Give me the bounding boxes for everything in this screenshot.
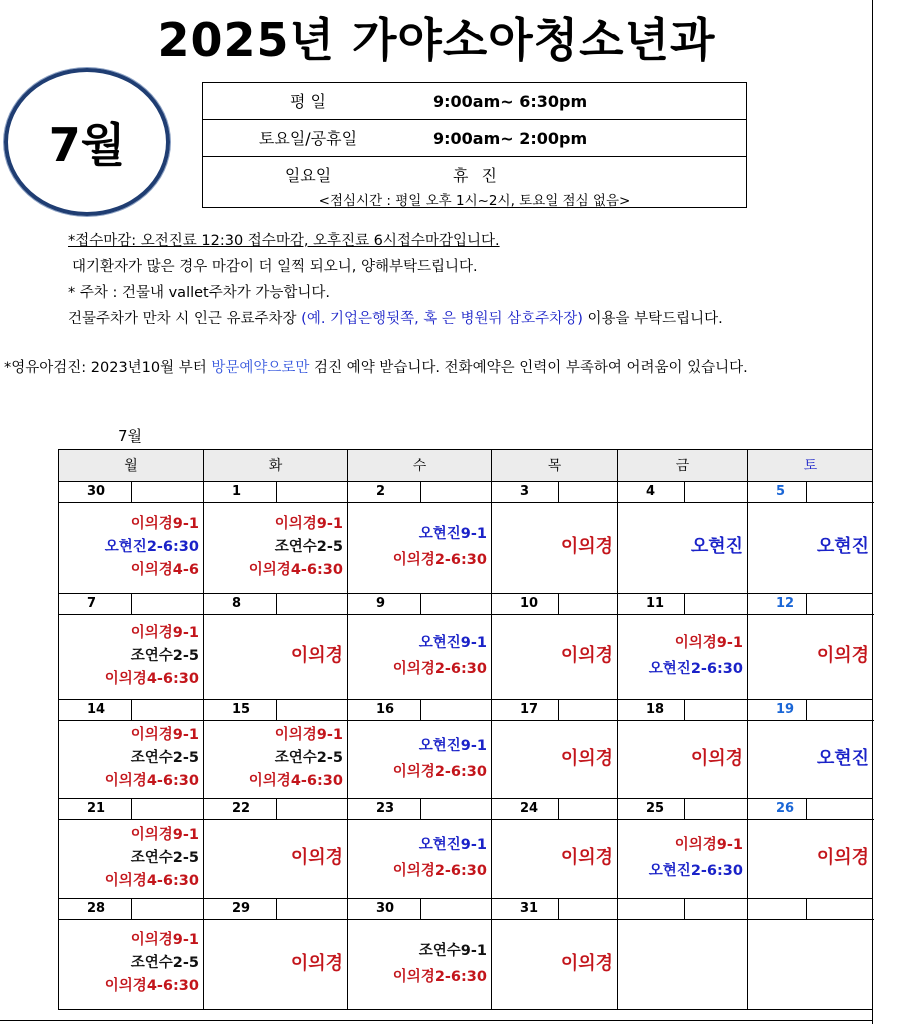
day-note-box (276, 700, 348, 721)
calendar-day-cell (617, 799, 747, 899)
doctor-shift: 이의경2-6:30 (392, 863, 487, 879)
day-note-box (131, 700, 204, 721)
hours-row-sunday (203, 157, 746, 207)
calendar-day-cell (617, 899, 747, 1010)
day-number: 12 (748, 594, 806, 615)
month-badge (4, 68, 170, 216)
doctor-schedule (105, 622, 203, 691)
doctor-shift: 조연수2-5 (130, 647, 199, 664)
day-number: 8 (204, 594, 276, 615)
day-note-box (420, 899, 492, 920)
doctor-shift: 이의경9-1 (274, 515, 343, 532)
weekday-header-cell: 월 (58, 450, 203, 483)
day-note-box (558, 482, 618, 503)
schedule-calendar (58, 449, 873, 1010)
notice-checkup (4, 356, 748, 377)
notice-text: 이용을 부탁드립니다. (582, 311, 723, 327)
day-number: 15 (204, 700, 276, 721)
doctor-schedule (561, 532, 617, 562)
day-note-box (420, 799, 492, 820)
doctor-shift: 이의경9-1 (130, 727, 199, 743)
calendar-day-cell (747, 594, 873, 700)
calendar-label: 7월 (118, 427, 143, 445)
doctor-schedule (393, 630, 491, 682)
calendar-day-cell (203, 594, 347, 700)
day-number: 30 (59, 482, 131, 503)
doctor-shift: 이의경9-1 (130, 932, 199, 948)
doctor-shift: 이의경4-6 (130, 561, 199, 578)
hours-value: 휴 진 (453, 166, 501, 185)
doctor-shift: 이의경 (560, 645, 613, 666)
doctor-schedule (561, 949, 617, 979)
calendar-day-cell (491, 799, 617, 899)
day-number: 24 (492, 799, 558, 820)
day-note-box (276, 899, 348, 920)
doctor-schedule (393, 521, 491, 573)
doctor-shift: 조연수2-5 (274, 538, 343, 555)
doctor-schedule (691, 532, 747, 562)
doctor-shift: 이의경9-1 (130, 515, 199, 532)
doctor-shift: 이의경2-6:30 (392, 552, 487, 568)
day-note-box (420, 700, 492, 721)
doctor-schedule (393, 733, 491, 785)
hours-table (202, 82, 747, 208)
calendar-day-cell (347, 799, 491, 899)
day-number: 29 (204, 899, 276, 920)
calendar-day-cell (491, 594, 617, 700)
day-note-box (684, 799, 748, 820)
day-number: 21 (59, 799, 131, 820)
day-number: 3 (492, 482, 558, 503)
calendar-day-cell (203, 700, 347, 799)
calendar-day-cell (203, 899, 347, 1010)
doctor-schedule (105, 513, 203, 582)
day-note-box (131, 799, 204, 820)
weekday-header-cell: 금 (617, 450, 747, 483)
doctor-schedule (649, 832, 747, 884)
day-note-box (420, 594, 492, 615)
doctor-shift: 이의경4-6:30 (104, 872, 199, 889)
day-number (748, 899, 806, 920)
calendar-day-cell (491, 899, 617, 1010)
day-note-box (684, 594, 748, 615)
doctor-schedule (649, 630, 747, 682)
doctor-shift: 조연수2-5 (130, 750, 199, 766)
day-number: 10 (492, 594, 558, 615)
doctor-schedule (291, 843, 347, 873)
calendar-day-cell (58, 799, 203, 899)
day-note-box (558, 899, 618, 920)
doctor-shift: 이의경 (690, 747, 743, 769)
doctor-schedule (561, 744, 617, 774)
calendar-day-cell (747, 700, 873, 799)
day-number: 22 (204, 799, 276, 820)
day-note-box (276, 799, 348, 820)
doctor-shift: 이의경9-1 (274, 727, 343, 743)
calendar-day-cell (347, 482, 491, 594)
day-number: 11 (618, 594, 684, 615)
doctor-schedule (393, 832, 491, 884)
day-note-box (420, 482, 492, 503)
notice-reception-deadline: *접수마감: 오전진료 12:30 접수마감, 오후진료 6시접수마감입니다. (68, 233, 500, 249)
day-note-box (276, 482, 348, 503)
doctor-schedule (561, 641, 617, 671)
doctor-shift: 이의경 (290, 952, 343, 974)
day-note-box (558, 700, 618, 721)
doctor-shift: 오현진9-1 (418, 737, 487, 754)
calendar-day-cell (347, 700, 491, 799)
doctor-schedule (817, 532, 873, 562)
hours-value: 9:00am~ 2:00pm (433, 129, 588, 148)
day-note-box (276, 594, 348, 615)
hours-label: 토요일/공휴일 (258, 129, 358, 148)
calendar-day-cell (747, 899, 873, 1010)
calendar-day-cell (617, 594, 747, 700)
doctor-shift: 이의경9-1 (674, 837, 743, 853)
doctor-shift: 오현진9-1 (418, 837, 487, 853)
weekday-header-cell: 토 (747, 450, 873, 483)
doctor-shift: 이의경2-6:30 (392, 661, 487, 677)
day-number: 31 (492, 899, 558, 920)
weekday-header-cell: 목 (491, 450, 617, 483)
calendar-right-border (872, 449, 873, 1010)
doctor-shift: 이의경 (290, 847, 343, 868)
doctor-shift: 이의경 (560, 747, 613, 769)
day-number: 5 (748, 482, 806, 503)
calendar-day-cell (617, 482, 747, 594)
day-note-box (806, 700, 874, 721)
doctor-shift: 이의경 (560, 847, 613, 868)
notice-text: 검진 예약 받습니다. 전화예약은 인력이 부족하여 어려움이 있습니다. (309, 360, 748, 376)
weekday-header (58, 449, 873, 482)
day-number: 14 (59, 700, 131, 721)
doctor-shift: 조연수2-5 (130, 955, 199, 971)
doctor-shift: 오현진 (816, 536, 869, 557)
weekday-header-cell: 화 (203, 450, 347, 483)
notice-parking: * 주차 : 건물내 vallet주차가 가능합니다. (68, 285, 331, 301)
calendar-day-cell (491, 482, 617, 594)
notice-text: *영유아검진: 2023년10월 부터 (4, 360, 212, 376)
month-badge-label: 7월 (48, 118, 126, 172)
doctor-shift: 이의경 (290, 645, 343, 666)
day-number: 23 (348, 799, 420, 820)
doctor-shift: 오현진9-1 (418, 635, 487, 651)
doctor-shift: 이의경4-6:30 (248, 561, 343, 578)
doctor-shift: 조연수9-1 (418, 942, 487, 959)
hours-row-saturday (203, 120, 746, 157)
day-number: 2 (348, 482, 420, 503)
doctor-schedule (249, 724, 347, 793)
doctor-shift: 이의경9-1 (674, 635, 743, 651)
doctor-shift: 이의경9-1 (130, 624, 199, 641)
doctor-schedule (105, 929, 203, 998)
doctor-shift: 오현진 (816, 747, 869, 769)
calendar-day-cell (747, 482, 873, 594)
doctor-schedule (105, 824, 203, 893)
notice-parking-examples: (예. 기업은행뒷쪽, 혹 은 병원뒤 삼호주차장) (301, 311, 583, 327)
day-number: 19 (748, 700, 806, 721)
notice-parking-alt (68, 307, 723, 328)
doctor-shift: 이의경 (560, 536, 613, 557)
day-number: 1 (204, 482, 276, 503)
day-number (618, 899, 684, 920)
calendar-day-cell (58, 594, 203, 700)
doctor-shift: 이의경 (816, 847, 869, 868)
day-note-box (806, 899, 874, 920)
page-border-bottom (0, 1020, 873, 1021)
day-note-box (131, 594, 204, 615)
calendar-day-cell (203, 482, 347, 594)
day-number: 26 (748, 799, 806, 820)
day-note-box (558, 799, 618, 820)
weekday-header-cell: 수 (347, 450, 491, 483)
day-note-box (806, 594, 874, 615)
lunch-note: <점심시간 : 평일 오후 1시~2시, 토요일 점심 없음> (318, 193, 631, 209)
doctor-shift: 오현진9-1 (418, 526, 487, 542)
calendar-day-cell (347, 594, 491, 700)
hours-label: 평 일 (290, 92, 326, 111)
doctor-shift: 오현진2-6:30 (104, 538, 199, 555)
calendar-day-cell (347, 899, 491, 1010)
visit-reservation-link[interactable]: 방문예약으로만 (211, 360, 310, 376)
calendar-day-cell (491, 700, 617, 799)
calendar-day-cell (58, 482, 203, 594)
doctor-schedule (817, 744, 873, 774)
day-note-box (558, 594, 618, 615)
day-number: 17 (492, 700, 558, 721)
day-number: 4 (618, 482, 684, 503)
hours-value: 9:00am~ 6:30pm (433, 92, 588, 111)
doctor-schedule (817, 641, 873, 671)
doctor-schedule (291, 949, 347, 979)
day-number: 28 (59, 899, 131, 920)
doctor-shift: 이의경2-6:30 (392, 763, 487, 780)
page-title: 2025년 가야소아청소년과 (157, 13, 716, 67)
day-note-box (684, 482, 748, 503)
doctor-schedule (291, 641, 347, 671)
day-number: 9 (348, 594, 420, 615)
day-number: 25 (618, 799, 684, 820)
calendar-day-cell (747, 799, 873, 899)
notice-text: 건물주차가 만차 시 인근 유료주차장 (68, 311, 302, 327)
doctor-schedule (105, 724, 203, 793)
doctor-shift: 이의경4-6:30 (104, 773, 199, 789)
doctor-schedule (817, 843, 873, 873)
calendar-day-cell (203, 799, 347, 899)
doctor-shift: 이의경 (560, 952, 613, 974)
day-note-box (684, 700, 748, 721)
day-note-box (806, 799, 874, 820)
day-number: 16 (348, 700, 420, 721)
doctor-schedule (691, 744, 747, 774)
day-note-box (684, 899, 748, 920)
doctor-shift: 이의경2-6:30 (392, 968, 487, 985)
hours-row-weekday (203, 83, 746, 120)
doctor-shift: 이의경4-6:30 (248, 773, 343, 789)
day-number: 7 (59, 594, 131, 615)
day-number: 30 (348, 899, 420, 920)
doctor-shift: 이의경9-1 (130, 826, 199, 843)
doctor-shift: 이의경4-6:30 (104, 978, 199, 994)
doctor-schedule (561, 843, 617, 873)
doctor-shift: 오현진2-6:30 (648, 661, 743, 677)
calendar-day-cell (58, 700, 203, 799)
doctor-schedule (249, 513, 347, 582)
notice-early-close: 대기환자가 많은 경우 마감이 더 일찍 되오니, 양해부탁드립니다. (72, 259, 478, 275)
day-note-box (131, 482, 204, 503)
day-number: 18 (618, 700, 684, 721)
day-note-box (131, 899, 204, 920)
doctor-shift: 조연수2-5 (130, 849, 199, 866)
doctor-shift: 오현진2-6:30 (648, 863, 743, 879)
doctor-shift: 조연수2-5 (274, 750, 343, 766)
calendar-day-cell (58, 899, 203, 1010)
doctor-shift: 이의경4-6:30 (104, 670, 199, 687)
doctor-shift: 오현진 (690, 536, 743, 557)
hours-label: 일요일 (284, 166, 332, 185)
doctor-schedule (393, 938, 491, 990)
doctor-shift: 이의경 (816, 645, 869, 666)
day-note-box (806, 482, 874, 503)
calendar-day-cell (617, 700, 747, 799)
